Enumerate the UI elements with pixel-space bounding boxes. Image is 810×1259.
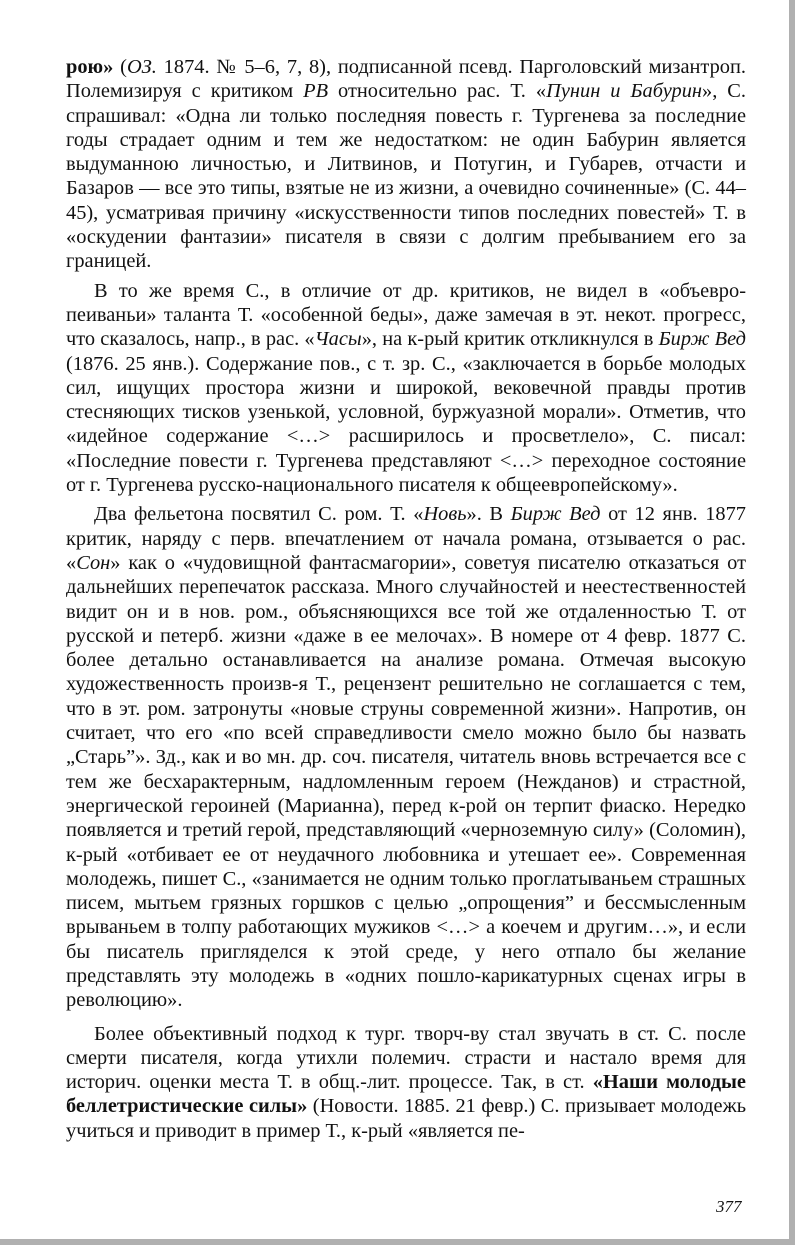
text-fragment: относительно рас. Т. « xyxy=(328,80,547,103)
work-title: Часы xyxy=(314,328,362,351)
text-fragment: Два фельетона посвятил С. ром. Т. « xyxy=(94,503,424,526)
journal-abbrev: Бирж Вед xyxy=(510,503,601,526)
text-fragment: В то же время С., в отличие от др. критиков, не видел в «объевропеиваньи» таланта Т. «особенной беды», даже замечая в эт. некот. прогресс, что сказалось, напр., в рас. « xyxy=(66,279,746,351)
body-text xyxy=(66,55,746,1143)
text-fragment: ( xyxy=(113,56,127,78)
journal-abbrev: Бирж Вед xyxy=(658,328,746,351)
journal-abbrev: ОЗ. xyxy=(126,56,157,78)
text-fragment: 1874. № 5–6, 7, 8), подписанной псевд. Парголовский мизантроп. Полемизируя с критиком xyxy=(66,56,746,103)
article-title: «Наши молодые беллетристические силы» xyxy=(66,1071,746,1118)
text-fragment: », на к-рый критик откликнулся в xyxy=(361,328,659,351)
paragraph-1 xyxy=(66,55,746,274)
text-fragment: Более объективный подход к тург. творч-ву стал звучать в ст. С. после смерти писателя, когда утихли полемич. страсти и настало время для историч. оценки места Т. в общ.-лит. процессе. Так, в ст. xyxy=(66,1022,746,1094)
work-title: Новь xyxy=(423,503,467,526)
work-title: Пунин и Бабурин xyxy=(546,80,703,103)
text-fragment: ». В xyxy=(466,503,511,526)
paragraph-4 xyxy=(66,1022,746,1143)
paragraph-3 xyxy=(66,502,746,1012)
work-title: Сон xyxy=(76,551,111,574)
journal-abbrev: РВ xyxy=(303,80,329,103)
text-fragment: » как о «чудовищной фантасмагории», советуя писателю отказаться от дальнейших перепечаток рассказа. Много случайностей и неестественностей видит он и в нов. ром., объясняющихся все той же отдаленностью Т. от русской и петерб. жизни «даже в ее мелочах». В номере от 4 февр. 1877 С. более детально останавливается на анализе романа. Отмечая высокую художественность произв-я Т., рецензент решительно не соглашается с тем, что в эт. ром. затронуты «новые струны современной жизни». Напротив, он считает, что его «по всей справедливости смело можно было бы назвать „Старь”». Зд., как и во мн. др. соч. писателя, читатель вновь встречается все с тем же бесхарактерным, надломленным героем (Нежданов) и страстной, энергической героиней (Марианна), перед к-рой он терпит фиаско. Нередко появляется и третий герой, представляющий «черноземную силу» (Соломин), к-рый «отбивает ее от неудачного любовника и утешает ее». Современная молодежь, пишет С., «занимается не одним только проглатываньем страшных писем, мытьем грязных горшков с целью „опрощения” и бессмысленным врываньем в толпу работающих мужиков <…> а коeчем и другим…», и если бы писатель пригляделся к этой среде, у него отпало бы желание представлять эту молодежь в «одних пошло-карикатурных сценах игры в революцию». xyxy=(66,551,746,1012)
text-fragment: », С. спрашивал: «Одна ли только последняя повесть г. Тургенева за последние годы страдает одним и тем же недостатком: не один Бабурин является выдуманною личностью, и Литвинов, и Потугин, и Губарев, отчасти и Базаров — все это типы, взятые не из жизни, а очевидно сочиненные» (С. 44–45), усматривая причину «искусственности типов последних повестей» Т. в «оскудении фантазии» писателя в связи с долгим пребыванием его за границей. xyxy=(66,80,747,273)
bold-fragment: рою» xyxy=(66,56,114,78)
paragraph-2 xyxy=(66,279,746,498)
page-number: 377 xyxy=(716,1197,742,1216)
text-fragment: (Новости. 1885. 21 февр.) С. призывает молодежь учиться и приводит в пример Т., к-рый «является пе- xyxy=(66,1095,746,1142)
text-fragment: от 12 янв. 1877 критик, наряду с перв. впечатлением от начала романа, отзывается о рас. « xyxy=(66,503,746,574)
text-fragment: (1876. 25 янв.). Содержание пов., с т. зр. С., «заключается в борьбе молодых сил, ищущих простора жизни и широкой, вековечной правды против стесняющих тисков узенькой, условной, буржуазной морали». Отметив, что «идейное содержание <…> расширилось и просветлело», С. писал: «Последние повести г. Тургенева представляют <…> переходное состояние от г. Тургенева русско-национального писателя к общеевропейскому». xyxy=(66,352,746,497)
